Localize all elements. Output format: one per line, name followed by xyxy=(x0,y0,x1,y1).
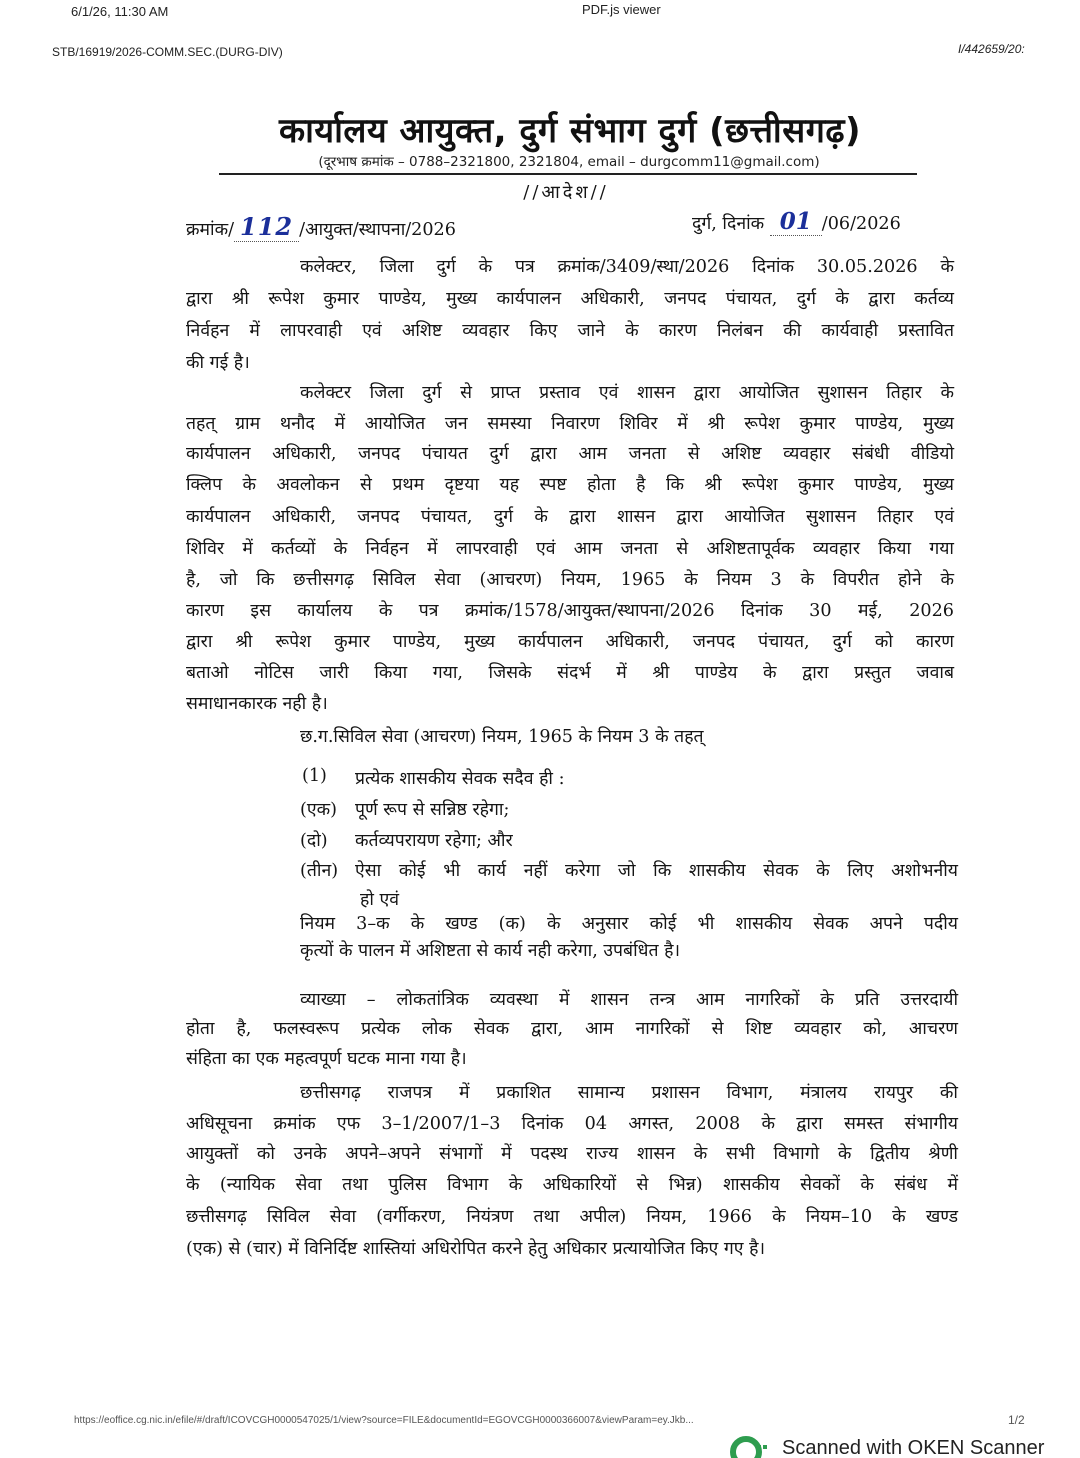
para2-line: द्वारा श्री रूपेश कुमार पाण्डेय, मुख्य कार्यपालन अधिकारी, जनपद पंचायत, दुर्ग को कारण xyxy=(186,632,954,652)
print-footer-url: https://eoffice.cg.nic.in/efile/#/draft/ICOVCGH0000547025/1/view?source=FILE&documentId=EGOVCGH0000366007&viewParam=ey.Jkb... xyxy=(74,1415,694,1426)
para4-line: (एक) से (चार) में विनिर्दिष्ट शास्तियां अधिरोपित करने हेतु अधिकार प्रत्यायोजित किए गए है। xyxy=(186,1239,766,1259)
order-number-prefix: क्रमांक/ xyxy=(186,220,235,240)
print-viewer-title: PDF.js viewer xyxy=(582,2,661,17)
para1-line: कलेक्टर, जिला दुर्ग के पत्र क्रमांक/3409/स्था/2026 दिनांक 30.05.2026 के xyxy=(300,257,954,277)
rule-item-number: (1) xyxy=(302,766,327,786)
order-number xyxy=(186,212,456,241)
para4-line: अधिसूचना क्रमांक एफ 3–1/2007/1–3 दिनांक 04 अगस्त, 2008 के द्वारा समस्त संभागीय xyxy=(186,1114,958,1134)
order-date xyxy=(692,208,901,235)
order-number-suffix: /आयुक्त/स्थापना/2026 xyxy=(299,220,456,240)
rule-item-text: कर्तव्यपरायण रहेगा; और xyxy=(355,831,513,851)
order-number-handwritten: 112 xyxy=(234,212,299,242)
letterhead-rule xyxy=(219,173,917,175)
print-datetime: 6/1/26, 11:30 AM xyxy=(71,4,169,19)
para2-line: कारण इस कार्यालय के पत्र क्रमांक/1578/आयुक्त/स्थापना/2026 दिनांक 30 मई, 2026 xyxy=(186,601,954,621)
rule-item-text: प्रत्येक शासकीय सेवक सदैव ही : xyxy=(355,769,565,789)
para4-line: छत्तीसगढ़ सिविल सेवा (वर्गीकरण, नियंत्रण तथा अपील) नियम, 1966 के नियम–10 के खण्ड xyxy=(186,1207,958,1227)
para3-line: व्याख्या – लोकतांत्रिक व्यवस्था में शासन तन्त्र आम नागरिकों के प्रति उत्तरदायी xyxy=(300,990,958,1010)
rule3a-line: कृत्यों के पालन में अशिष्टता से कार्य नही करेगा, उपबंधित है। xyxy=(300,941,681,961)
scanner-watermark xyxy=(730,1433,1080,1458)
para3-line: संहिता का एक महत्वपूर्ण घटक माना गया है। xyxy=(186,1049,467,1069)
para2-line: समाधानकारक नही है। xyxy=(186,694,328,714)
rule-item-number: (तीन) xyxy=(300,861,339,881)
office-contact: (दूरभाष क्रमांक – 0788–2321800, 2321804, email – durgcomm11@gmail.com) xyxy=(318,154,820,170)
rule-item-text: ऐसा कोई भी कार्य नहीं करेगा जो कि शासकीय सेवक के लिए अशोभनीय xyxy=(355,861,958,881)
order-heading: //आदेश// xyxy=(523,182,609,203)
para3-line: होता है, फलस्वरूप प्रत्येक लोक सेवक द्वारा, आम नागरिकों से शिष्ट व्यवहार को, आचरण xyxy=(186,1019,958,1039)
office-title: कार्यालय आयुक्त, दुर्ग संभाग दुर्ग (छत्तीसगढ़) xyxy=(278,111,862,151)
order-date-prefix: दुर्ग, दिनांक xyxy=(692,214,765,234)
para2-line: कलेक्टर जिला दुर्ग से प्राप्त प्रस्ताव एवं शासन द्वारा आयोजित सुशासन तिहार के xyxy=(300,383,954,403)
para2-line: कार्यपालन अधिकारी, जनपद पंचायत, दुर्ग के द्वारा शासन द्वारा आयोजित सुशासन तिहार एवं xyxy=(186,507,954,527)
order-date-suffix: /06/2026 xyxy=(821,214,901,234)
scanner-logo-icon xyxy=(730,1435,770,1458)
para4-line: आयुक्तों को उनके अपने–अपने संभागों में पदस्थ राज्य शासन के सभी विभागो के द्वितीय श्रेणी xyxy=(186,1144,958,1164)
para2-line: है, जो कि छत्तीसगढ़ सिविल सेवा (आचरण) नियम, 1965 के नियम 3 के विपरीत होने के xyxy=(186,570,954,590)
print-page-number: 1/2 xyxy=(1008,1413,1025,1427)
rule-item-number: (दो) xyxy=(300,831,328,851)
rule-item-continuation: हो एवं xyxy=(360,890,400,910)
para2-line: बताओ नोटिस जारी किया गया, जिसके संदर्भ में श्री पाण्डेय के द्वारा प्रस्तुत जवाब xyxy=(186,663,954,683)
order-date-day-handwritten: 01 xyxy=(770,208,822,236)
file-reference-left: STB/16919/2026-COMM.SEC.(DURG-DIV) xyxy=(52,45,283,59)
scanner-watermark-text: Scanned with OKEN Scanner xyxy=(782,1437,1045,1458)
para1-line: की गई है। xyxy=(186,353,250,373)
para2-line: क्लिप के अवलोकन से प्रथम दृष्टया यह स्पष्ट होता है कि श्री रूपेश कुमार पाण्डेय, मुख्य xyxy=(186,475,954,495)
rule-item-text: पूर्ण रूप से सन्निष्ठ रहेगा; xyxy=(355,800,510,820)
para2-line: तहत् ग्राम थनौद में आयोजित जन समस्या निवारण शिविर में श्री रूपेश कुमार पाण्डेय, मुख्य xyxy=(186,414,954,434)
rule-heading: छ.ग.सिविल सेवा (आचरण) नियम, 1965 के नियम 3 के तहत् xyxy=(300,727,704,747)
para2-line: शिविर में कर्तव्यों के निर्वहन में लापरवाही एवं आम जनता से अशिष्टतापूर्वक व्यवहार किया गया xyxy=(186,539,954,559)
rule3a-line: नियम 3–क के खण्ड (क) के अनुसार कोई भी शासकीय सेवक अपने पदीय xyxy=(300,914,958,934)
para2-line: कार्यपालन अधिकारी, जनपद पंचायत दुर्ग द्वारा आम जनता से अशिष्ट व्यवहार संबंधी वीडियो xyxy=(186,444,954,464)
para1-line: निर्वहन में लापरवाही एवं अशिष्ट व्यवहार किए जाने के कारण निलंबन की कार्यवाही प्रस्तावित xyxy=(186,321,954,341)
para4-line: छत्तीसगढ़ राजपत्र में प्रकाशित सामान्य प्रशासन विभाग, मंत्रालय रायपुर की xyxy=(300,1083,958,1103)
file-reference-right: I/442659/20: xyxy=(958,42,1025,56)
para1-line: द्वारा श्री रूपेश कुमार पाण्डेय, मुख्य कार्यपालन अधिकारी, जनपद पंचायत, दुर्ग के द्वारा कर्तव्य xyxy=(186,289,954,309)
para4-line: के (न्यायिक सेवा तथा पुलिस विभाग के अधिकारियों से भिन्न) शासकीय सेवकों के संबंध में xyxy=(186,1175,958,1195)
rule-item-number: (एक) xyxy=(300,800,337,820)
